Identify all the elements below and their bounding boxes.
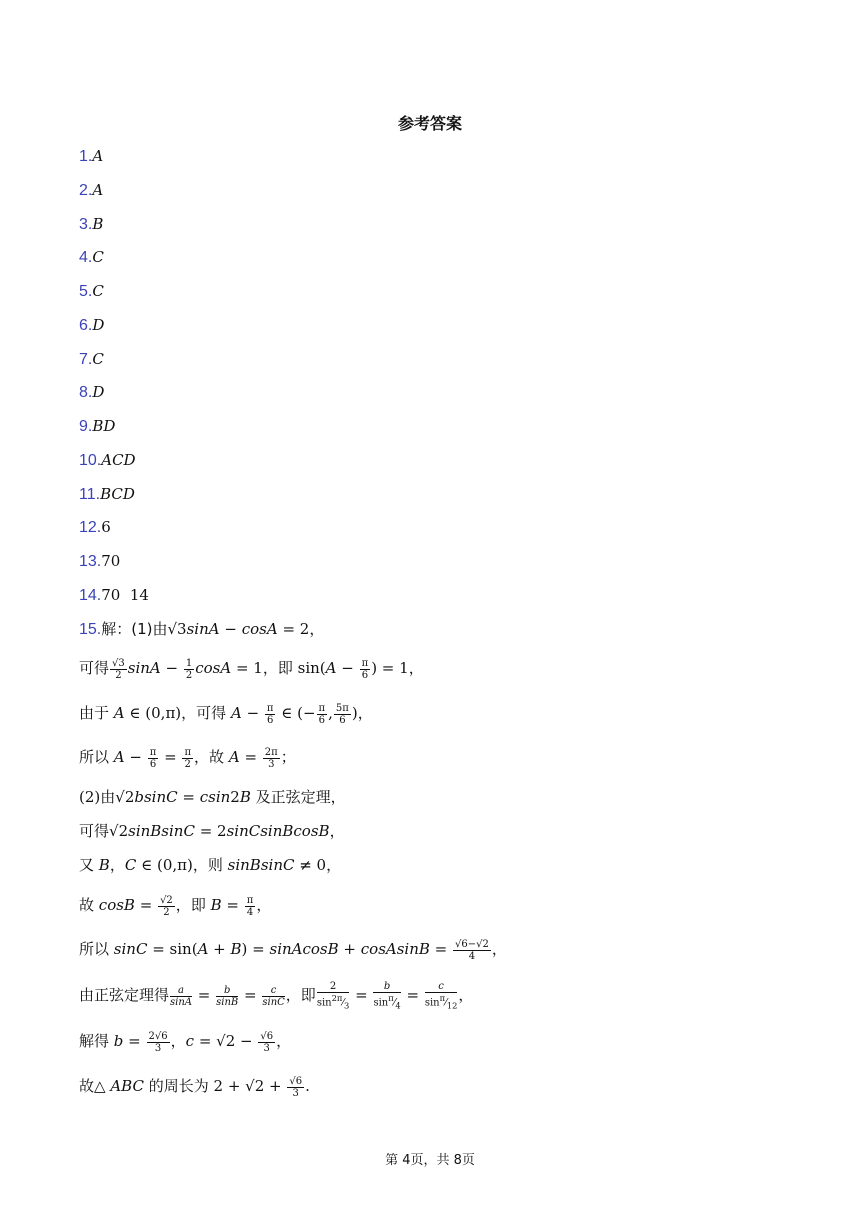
- answer-value: 70: [101, 552, 121, 570]
- answer-row: [79, 213, 103, 236]
- q15-line-1: 15.解：(1)由√3sinA − cosA = 2，: [79, 620, 325, 638]
- answer-number: 5.: [79, 283, 93, 300]
- answer-number: 13.: [79, 553, 102, 570]
- q15-line-6: 可得√2sinBsinC = 2sinCsinBcosB，: [79, 822, 345, 840]
- q15-line-9: 所以 sinC = sin(A + B) = sinAcosB + cosAsinB = $\frac{√6-√2}{4}$ ，: [79, 938, 507, 962]
- answer-value: ACD: [101, 451, 136, 469]
- q15-line-11: 解得 b = $\frac{2√6}{3}$ ，c = √2 − $\frac{√6}{3}$ ，: [79, 1030, 292, 1054]
- answer-number: 10.: [79, 452, 102, 469]
- answer-row: [79, 483, 135, 506]
- answer-number: 8.: [79, 384, 93, 401]
- q15-line-2: 可得 $\frac{√3}{2}$ sinA − $\frac{1}{2}$ cosA = 1，即 sin(A − $\frac{\pi}{6}$ ) = 1，: [79, 657, 424, 681]
- page-footer: 第 4页，共 8页: [385, 1153, 475, 1168]
- answer-number: 3.: [79, 216, 93, 233]
- answer-number: 4.: [79, 249, 93, 266]
- answer-number: 6.: [79, 317, 93, 334]
- answer-number: 11.: [79, 486, 101, 503]
- answer-value: C: [92, 282, 104, 300]
- q15-line-7: 又 B，C ∈ (0,π)，则 sinBsinC ≠ 0，: [79, 856, 342, 874]
- q15-line-3: 由于 A ∈ (0,π)，可得 A − $\frac{\pi}{6}$ ∈ (− $\frac{\pi}{6}$ , $\frac{5\pi}{6}$ )，: [79, 702, 373, 726]
- answer-value: 70 14: [101, 586, 149, 604]
- answer-row: [79, 280, 104, 303]
- answer-row: [79, 516, 111, 539]
- answer-number: 2.: [79, 182, 93, 199]
- answer-value: D: [92, 383, 105, 401]
- answer-value: C: [92, 350, 104, 368]
- q15-line-10: 由正弦定理得 $\frac{a}{\sin A}$ = $\frac{b}{\sin B}$ = $\frac{c}{\sin C}$ ，即 $\frac{2}{\sin^{2\pi}⁄_3}$ = $\frac{b}{\sin^\pi⁄_4}$ = $\frac{c}{\sin^\pi⁄_{12}}$ ，: [79, 981, 474, 1011]
- answer-value: D: [92, 316, 105, 334]
- q15-line-12: 故△ ABC 的周长为 2 + √2 + $\frac{√6}{3}$ .: [79, 1075, 310, 1099]
- answer-value: A: [92, 181, 104, 199]
- answer-row: [79, 145, 103, 168]
- page-title: 参考答案: [397, 114, 462, 133]
- answer-row: [79, 550, 120, 573]
- answer-value: B: [92, 215, 104, 233]
- answer-value: BD: [92, 417, 116, 435]
- answer-row: [79, 246, 104, 269]
- answer-value: A: [92, 147, 104, 165]
- q15-number: 15.: [79, 621, 102, 638]
- answer-number: 9.: [79, 418, 93, 435]
- answer-row: [79, 348, 104, 371]
- answer-row: [79, 381, 104, 404]
- answer-number: 14.: [79, 587, 102, 604]
- answer-number: 12.: [79, 519, 102, 536]
- answer-value: BCD: [100, 485, 135, 503]
- answer-row: [79, 584, 149, 607]
- answer-row: [79, 179, 103, 202]
- answer-value: C: [92, 248, 104, 266]
- answer-number: 1.: [79, 148, 93, 165]
- answer-value: 6: [101, 518, 111, 536]
- answer-row: [79, 314, 104, 337]
- answer-row: [79, 415, 115, 438]
- answer-number: 7.: [79, 351, 93, 368]
- q15-line-5: (2)由√2bsinC = csin2B 及正弦定理，: [79, 788, 346, 806]
- q15-line-8: 故 cosB = $\frac{√2}{2}$ ，即 B = $\frac{\pi}{4}$ ，: [79, 894, 272, 918]
- q15-line-4: 所以 A − $\frac{\pi}{6}$ = $\frac{\pi}{2}$ ，故 A = $\frac{2\pi}{3}$ ；: [79, 746, 296, 770]
- answer-row: [79, 449, 136, 472]
